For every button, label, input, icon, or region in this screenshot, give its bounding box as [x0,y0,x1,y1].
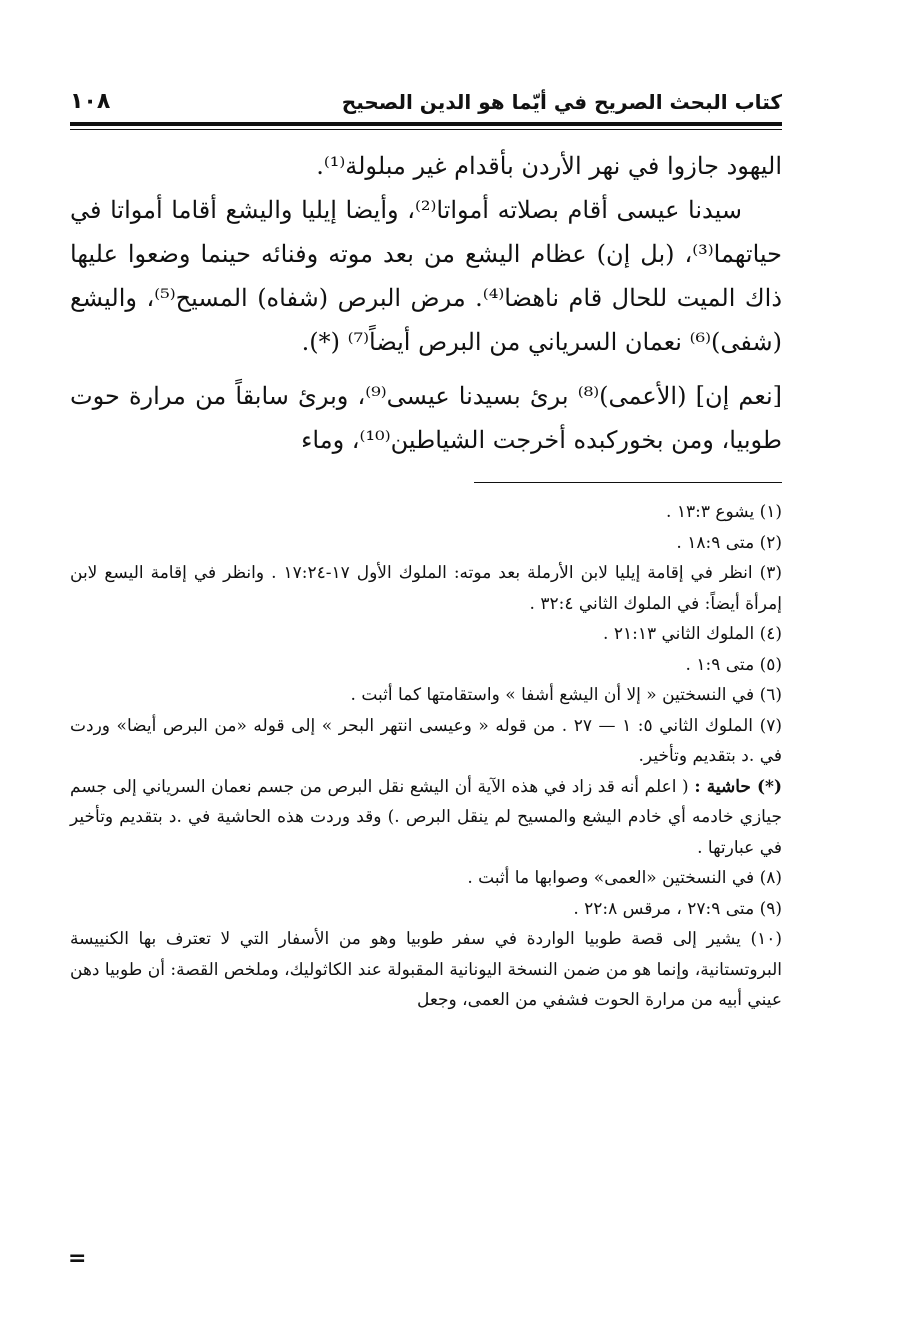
footnote: (٩) متى ٢٧:٩ ، مرقس ٢٢:٨ . [573,898,782,919]
body-paragraph: سيدنا عيسى أقام بصلاته أمواتا⁽²⁾، وأيضا إيليا واليشع أقاما أمواتا في حياتهما⁽³⁾، (بل إن) عظام اليشع من بعد موته وفنائه حينما وضعوا عليها ذاك الميت للحال قام ناهضا⁽⁴⁾. مرض البرص (شفاه) المسيح⁽⁵⁾، واليشع (شفى)⁽⁶⁾ نعمان السرياني من البرص أيضاً⁽⁷⁾ (*). [70,196,783,356]
marginal-note-text: ( اعلم أنه قد زاد في هذه الآية أن اليشع نقل البرص من جسم نعمان السرياني إلى جسم جيازي خادمه أي خادم اليشع والمسيح لم ينقل البرص .) وقد وردت هذه الحاشية في .د بتقديم وتأخير في عبارتها . [70,776,782,858]
footnote-marginal-note [70,772,782,864]
book-page [70,78,782,1016]
footnote-separator [474,482,782,483]
main-text [70,144,782,462]
footnotes [70,497,782,1016]
footnote: (٥) متى ١:٩ . [685,654,782,675]
body-paragraph: اليهود جازوا في نهر الأردن بأقدام غير مبلولة⁽¹⁾. [316,152,782,180]
footnote: (٣) انظر في إقامة إيليا لابن الأرملة بعد موته: الملوك الأول ١٧-١٧:٢٤ . وانظر في إقامة اليسع لابن إمرأة أيضاً: في الملوك الثاني ٣٢:٤ . [70,563,782,614]
running-header [70,78,782,114]
footnote: (١٠) يشير إلى قصة طوبيا الواردة في سفر طوبيا وهو من الأسفار التي لا تعترف بها الكنييسة البروتستانية، وإنما هو من ضمن النسخة اليونانية المقبولة عند الكاثوليك، وملخص القصة: أن طوبيا دهن عيني أبيه من مرارة الحوت فشفي من العمى، وجعل [70,929,782,1010]
header-rule-thin [70,129,782,130]
footnote: (٤) الملوك الثاني ٢١:١٣ . [603,624,782,644]
marginal-note-label: (*) حاشية : [694,776,782,797]
page-number: ١٠٨ [70,89,111,114]
book-title: كتاب البحث الصريح في أيّما هو الدين الصحيح [341,90,782,114]
footnote: (٨) في النسختين «العمى» وصوابها ما أثبت . [467,868,782,888]
footnote: (١) يشوع ١٣:٣ . [666,502,782,522]
footnote: (٧) الملوك الثاني ٥: ١ — ٢٧ . من قوله « وعيسى انتهر البحر » إلى قوله «من البرص أيضا» وردت في .د بتقديم وتأخير. [70,715,782,766]
continuation-mark: = [68,1246,87,1271]
footnote: (٦) في النسختين « إلا أن اليشع أشفا » واستقامتها كما أثبت . [350,685,782,705]
header-rule-thick [70,122,782,126]
body-paragraph: [نعم إن] (الأعمى)⁽⁸⁾ برئ بسيدنا عيسى⁽⁹⁾، وبرئ سابقاً من مرارة حوت طوبيا، ومن بخوركبده أخرجت الشياطين⁽¹⁰⁾، وماء [70,382,782,454]
footnote: (٢) متى ١٨:٩ . [676,532,782,553]
